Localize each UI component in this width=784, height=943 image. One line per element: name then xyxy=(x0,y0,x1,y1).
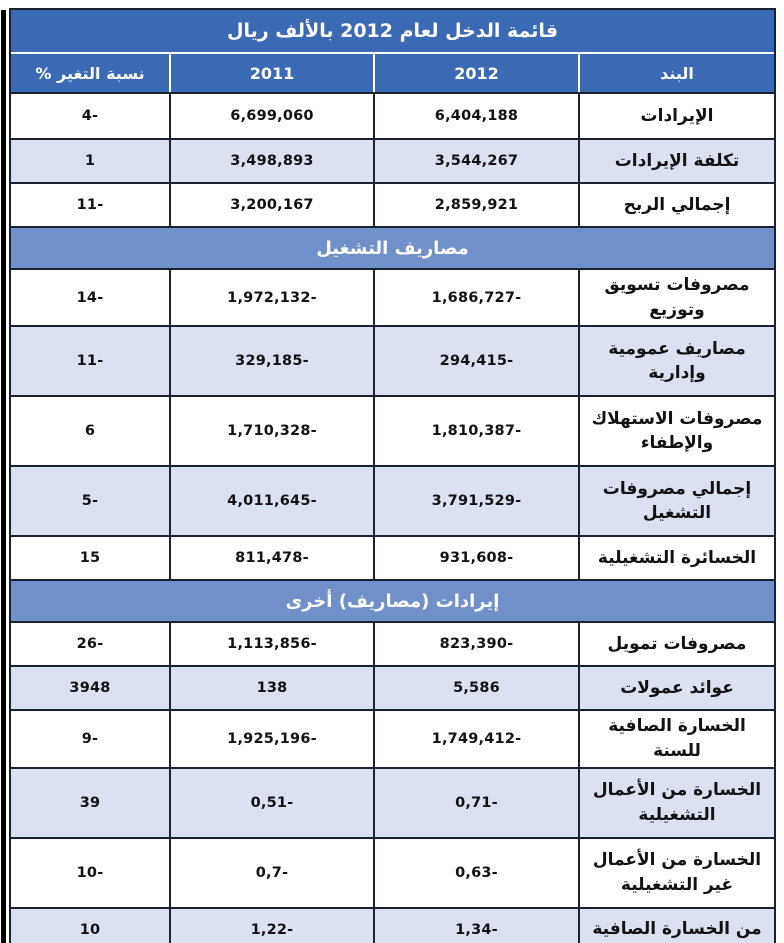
cell-value-2011: 1,710,328- xyxy=(169,397,373,465)
cell-change-pct: 6 xyxy=(84,423,96,440)
cell-value-2011: 138 xyxy=(169,667,373,709)
table-row xyxy=(11,837,774,907)
cell-change-pct: 5- xyxy=(81,493,99,510)
cell-value-2012: 1,749,412- xyxy=(373,711,578,766)
cell-value-2011: 6,699,060 xyxy=(169,94,373,138)
cell-value-2012: 1,34- xyxy=(373,909,578,943)
column-header-2011: 2011 xyxy=(169,54,373,92)
cell-value-2012: 1,810,387- xyxy=(373,397,578,465)
cell-change-pct: 3948 xyxy=(69,680,111,697)
cell-value-2012: 3,544,267 xyxy=(373,140,578,182)
column-header-2012: 2012 xyxy=(373,54,578,92)
cell-value-2011: 4,011,645- xyxy=(169,467,373,535)
cell-item-label: عوائد عمولات xyxy=(578,667,774,709)
cell-value-2011: 3,498,893 xyxy=(169,140,373,182)
cell-item-label: مصروفات الاستهلاك والإطفاء xyxy=(578,397,774,465)
cell-item-label: الخسارة من الأعمال التشغيلية xyxy=(578,769,774,837)
cell-value-2012: 294,415- xyxy=(373,327,578,395)
cell-item-label: إجمالي مصروفات التشغيل xyxy=(578,467,774,535)
table-row xyxy=(11,665,774,709)
cell-change-pct: 26- xyxy=(76,636,104,653)
cell-value-2012: 1,686,727- xyxy=(373,270,578,325)
cell-item-label: إجمالي الربح xyxy=(578,184,774,226)
table-row xyxy=(11,621,774,665)
cell-item-label: مصاريف عمومية وإدارية xyxy=(578,327,774,395)
cell-change-pct: 10 xyxy=(79,921,101,938)
table-row xyxy=(11,94,774,138)
table-title: قائمة الدخل لعام 2012 بالألف ريال xyxy=(11,10,774,54)
cell-value-2011: 1,972,132- xyxy=(169,270,373,325)
cell-change-pct: 10- xyxy=(76,864,104,881)
cell-value-2012: 931,608- xyxy=(373,537,578,579)
cell-value-2012: 5,586 xyxy=(373,667,578,709)
income-statement-table xyxy=(9,8,776,943)
cell-change-pct: 14- xyxy=(76,289,104,306)
cell-value-2011: 3,200,167 xyxy=(169,184,373,226)
cell-item-label: الخسائرة التشغيلية xyxy=(578,537,774,579)
cell-item-label: الإيرادات xyxy=(578,94,774,138)
table-row xyxy=(11,182,774,226)
table-body xyxy=(11,94,774,943)
cell-value-2012: 0,71- xyxy=(373,769,578,837)
section-header: مصاريف التشغيل xyxy=(11,226,774,268)
cell-value-2012: 2,859,921 xyxy=(373,184,578,226)
cell-value-2011: 329,185- xyxy=(169,327,373,395)
table-row xyxy=(11,767,774,837)
cell-change-pct: 4- xyxy=(81,108,99,124)
scan-edge-line xyxy=(1,10,6,943)
cell-value-2011: 0,7- xyxy=(169,839,373,907)
cell-value-2011: 0,51- xyxy=(169,769,373,837)
cell-change-pct: 15 xyxy=(79,550,101,567)
table-header-row xyxy=(11,54,774,94)
cell-value-2012: 823,390- xyxy=(373,623,578,665)
cell-change-pct: 11- xyxy=(76,353,104,370)
cell-change-pct: 39 xyxy=(79,794,101,811)
cell-value-2012: 3,791,529- xyxy=(373,467,578,535)
cell-value-2012: 6,404,188 xyxy=(373,94,578,138)
cell-change-pct: 11- xyxy=(76,197,104,213)
table-row xyxy=(11,268,774,325)
cell-value-2011: 811,478- xyxy=(169,537,373,579)
cell-value-2011: 1,113,856- xyxy=(169,623,373,665)
table-row xyxy=(11,907,774,943)
table-row xyxy=(11,465,774,535)
column-header-change: نسبة التغير % xyxy=(35,63,145,83)
cell-item-label: تكلفة الإيرادات xyxy=(578,140,774,182)
section-header: إيرادات (مصاريف) أخرى xyxy=(11,579,774,621)
cell-item-label: الخسارة من الأعمال غير التشغيلية xyxy=(578,839,774,907)
cell-item-label: من الخسارة الصافية xyxy=(578,909,774,943)
cell-value-2011: 1,22- xyxy=(169,909,373,943)
table-row xyxy=(11,138,774,182)
cell-value-2012: 0,63- xyxy=(373,839,578,907)
table-row xyxy=(11,709,774,766)
table-row xyxy=(11,535,774,579)
column-header-item: البند xyxy=(578,54,774,92)
cell-item-label: مصروفات تسويق وتوزيع xyxy=(578,270,774,325)
cell-value-2011: 1,925,196- xyxy=(169,711,373,766)
cell-change-pct: 1 xyxy=(84,153,96,169)
table-row xyxy=(11,325,774,395)
cell-item-label: الخسارة الصافية للسنة xyxy=(578,711,774,766)
cell-item-label: مصروفات تمويل xyxy=(578,623,774,665)
cell-change-pct: 9- xyxy=(81,730,99,747)
table-row xyxy=(11,395,774,465)
